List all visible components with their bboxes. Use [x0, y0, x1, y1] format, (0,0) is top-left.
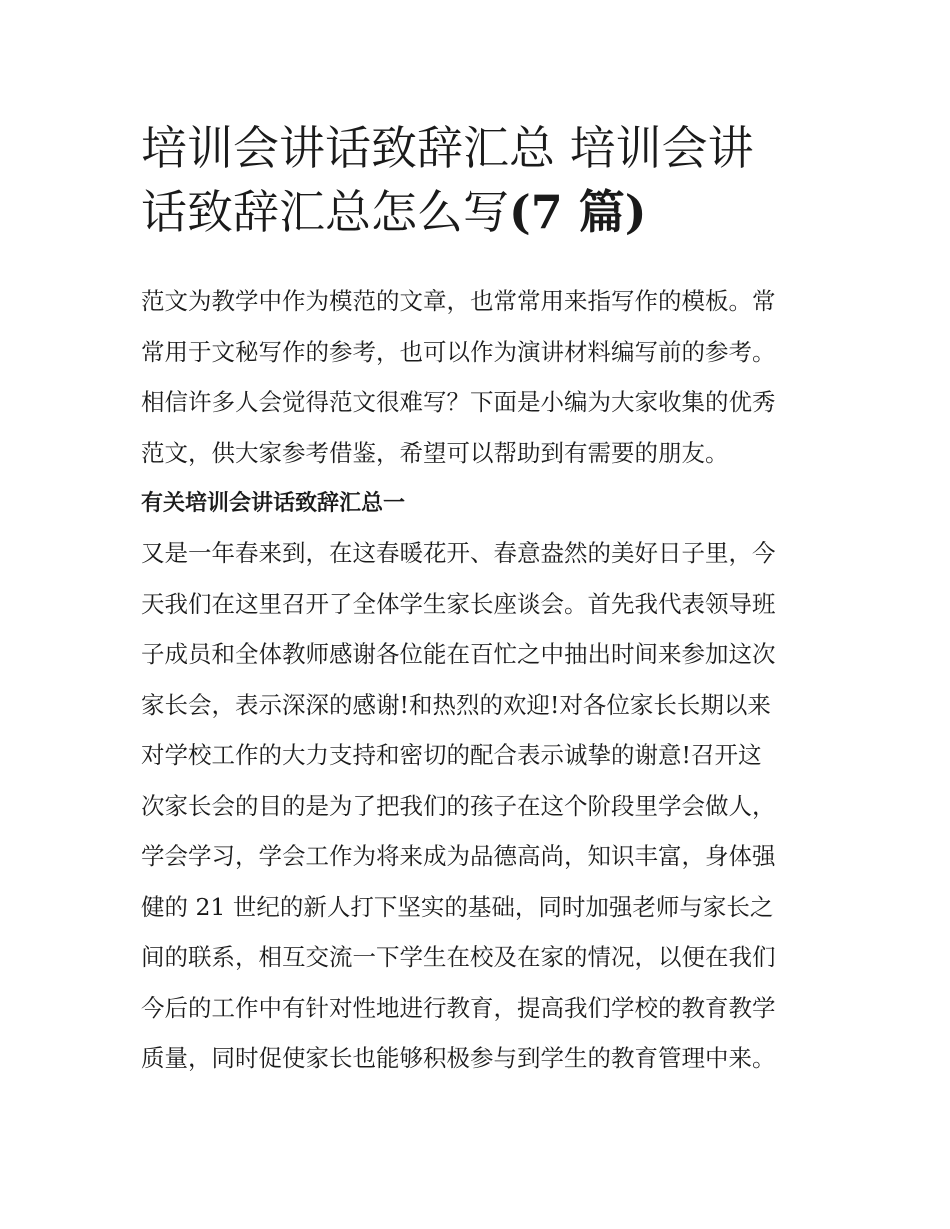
- intro-line: 相信许多人会觉得范文很难写？下面是小编为大家收集的优秀: [141, 388, 776, 416]
- title-line-2: [141, 180, 831, 244]
- section-line: 今后的工作中有针对性地进行教育，提高我们学校的教育教学: [141, 993, 776, 1022]
- section-line: 家长会，表示深深的感谢!和热烈的欢迎!对各位家长长期以来: [141, 690, 771, 719]
- title-suffix: (7 篇): [509, 185, 647, 239]
- section-line: 又是一年春来到，在这春暖花开、春意盎然的美好日子里，今: [141, 539, 776, 567]
- section-line: 间的联系，相互交流一下学生在校及在家的情况，以便在我们: [141, 943, 776, 971]
- section-line: 子成员和全体教师感谢各位能在百忙之中抽出时间来参加这次: [141, 640, 776, 668]
- title-line-2-text: 话致辞汇总怎么写: [141, 185, 509, 239]
- section-line: 对学校工作的大力支持和密切的配合表示诚挚的谢意!召开这: [141, 741, 762, 769]
- document-title: [141, 116, 831, 244]
- section-line: 健的 21 世纪的新人打下坚实的基础，同时加强老师与家长之: [141, 892, 774, 921]
- section-line: 天我们在这里召开了全体学生家长座谈会。首先我代表领导班: [141, 589, 776, 618]
- section-paragraph: [141, 528, 821, 1084]
- intro-line: 范文，供大家参考借鉴，希望可以帮助到有需要的朋友。: [141, 438, 729, 467]
- intro-line: 范文为教学中作为模范的文章，也常常用来指写作的模板。常: [141, 287, 776, 315]
- intro-paragraph: [141, 276, 821, 478]
- intro-line: 常用于文秘写作的参考，也可以作为演讲材料编写前的参考。: [141, 337, 776, 366]
- section-heading: 有关培训会讲话致辞汇总一: [141, 490, 406, 516]
- section-line: 次家长会的目的是为了把我们的孩子在这个阶段里学会做人，: [141, 791, 776, 820]
- section-line: 质量，同时促使家长也能够积极参与到学生的教育管理中来。: [141, 1044, 776, 1072]
- title-line-1: 培训会讲话致辞汇总 培训会讲: [141, 121, 754, 175]
- section-line: 学会学习，学会工作为将来成为品德高尚，知识丰富，身体强: [141, 842, 776, 870]
